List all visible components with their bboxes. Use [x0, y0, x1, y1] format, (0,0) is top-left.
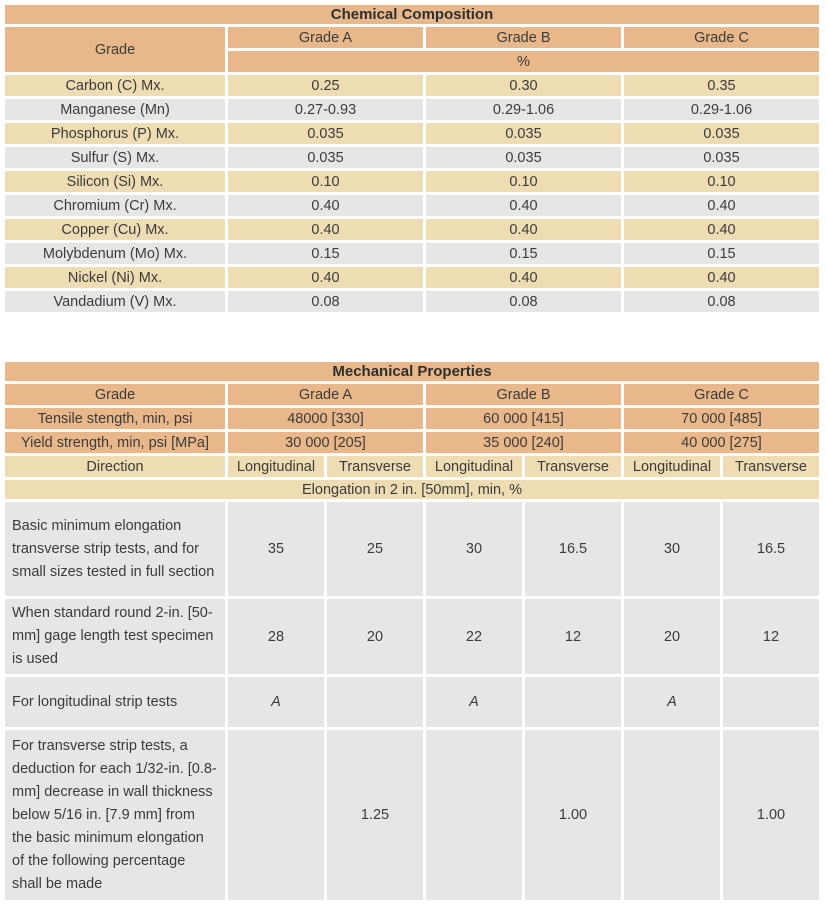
elongation-value-cell: 30: [426, 502, 522, 596]
direction-value-cell: Longitudinal: [228, 456, 324, 477]
elongation-value-cell: 35: [228, 502, 324, 596]
elongation-value-cell: [624, 730, 720, 900]
row-description-cell: When standard round 2-in. [50-mm] gage length test specimen is used: [5, 599, 225, 674]
elongation-value-cell: A: [228, 677, 324, 727]
element-value-cell: 0.10: [228, 171, 423, 192]
element-value-cell: 0.08: [228, 291, 423, 312]
yield-value-cell: 35 000 [240]: [426, 432, 621, 453]
element-value-cell: 0.08: [426, 291, 621, 312]
direction-value-cell: Transverse: [327, 456, 423, 477]
chemical-grade-header-row: [5, 27, 819, 48]
elongation-header-cell: Elongation in 2 in. [50mm], min, %: [5, 480, 819, 499]
percent-unit-cell: %: [228, 51, 819, 72]
yield-value-cell: 40 000 [275]: [624, 432, 819, 453]
tensile-value-cell: 48000 [330]: [228, 408, 423, 429]
element-value-cell: 0.40: [426, 195, 621, 216]
table-row-vandadium: [5, 291, 819, 312]
elongation-value-cell: 25: [327, 502, 423, 596]
elongation-value-cell: 12: [525, 599, 621, 674]
yield-strength-row: [5, 432, 819, 453]
mechanical-properties-table: [2, 359, 822, 903]
table-row-sulfur: [5, 147, 819, 168]
element-value-cell: 0.035: [624, 147, 819, 168]
element-name-cell: Phosphorus (P) Mx.: [5, 123, 225, 144]
element-value-cell: 0.15: [426, 243, 621, 264]
element-name-cell: Carbon (C) Mx.: [5, 75, 225, 96]
elongation-value-cell: 16.5: [723, 502, 819, 596]
element-name-cell: Manganese (Mn): [5, 99, 225, 120]
elongation-value-cell: 20: [327, 599, 423, 674]
row-description-cell: For transverse strip tests, a deduction for each 1/32-in. [0.8-mm] decrease in wall thickness below 5/16 in. [7.9 mm] from the basic minimum elongation of the following percentage shall be made: [5, 730, 225, 900]
table-row-nickel: [5, 267, 819, 288]
elongation-value-cell: [228, 730, 324, 900]
element-name-cell: Sulfur (S) Mx.: [5, 147, 225, 168]
mechanical-table-title: Mechanical Properties: [5, 362, 819, 381]
element-value-cell: 0.035: [426, 147, 621, 168]
elongation-value-cell: 1.00: [525, 730, 621, 900]
element-name-cell: Nickel (Ni) Mx.: [5, 267, 225, 288]
elongation-value-cell: [426, 730, 522, 900]
element-value-cell: 0.40: [624, 267, 819, 288]
element-value-cell: 0.035: [228, 147, 423, 168]
element-name-cell: Chromium (Cr) Mx.: [5, 195, 225, 216]
standard-round-gage-row: [5, 599, 819, 674]
element-value-cell: 0.035: [624, 123, 819, 144]
table-row-silicon: [5, 171, 819, 192]
grade-header-cell: Grade: [5, 27, 225, 72]
table-row-copper: [5, 219, 819, 240]
elongation-value-cell: 22: [426, 599, 522, 674]
tensile-value-cell: 70 000 [485]: [624, 408, 819, 429]
grade-c-column-header: Grade C: [624, 27, 819, 48]
direction-value-cell: Transverse: [723, 456, 819, 477]
elongation-value-cell: A: [624, 677, 720, 727]
chemical-table-title: Chemical Composition: [5, 5, 819, 24]
element-value-cell: 0.27-0.93: [228, 99, 423, 120]
tensile-strength-row: [5, 408, 819, 429]
element-value-cell: 0.035: [426, 123, 621, 144]
grade-a-column-header: Grade A: [228, 27, 423, 48]
elongation-value-cell: 16.5: [525, 502, 621, 596]
elongation-value-cell: A: [426, 677, 522, 727]
element-name-cell: Molybdenum (Mo) Mx.: [5, 243, 225, 264]
element-value-cell: 0.25: [228, 75, 423, 96]
basic-minimum-elongation-row: [5, 502, 819, 596]
elongation-value-cell: [525, 677, 621, 727]
element-value-cell: 0.40: [426, 219, 621, 240]
element-name-cell: Silicon (Si) Mx.: [5, 171, 225, 192]
tensile-label-cell: Tensile stength, min, psi: [5, 408, 225, 429]
element-value-cell: 0.08: [624, 291, 819, 312]
element-value-cell: 0.40: [228, 219, 423, 240]
direction-value-cell: Longitudinal: [624, 456, 720, 477]
transverse-strip-tests-row: [5, 730, 819, 900]
element-value-cell: 0.30: [426, 75, 621, 96]
elongation-value-cell: 30: [624, 502, 720, 596]
mechanical-grade-header-row: [5, 384, 819, 405]
element-value-cell: 0.15: [624, 243, 819, 264]
grade-header-cell: Grade: [5, 384, 225, 405]
elongation-value-cell: 1.25: [327, 730, 423, 900]
direction-value-cell: Transverse: [525, 456, 621, 477]
grade-c-column-header: Grade C: [624, 384, 819, 405]
element-value-cell: 0.40: [426, 267, 621, 288]
element-value-cell: 0.035: [228, 123, 423, 144]
mechanical-title-row: [5, 362, 819, 381]
element-value-cell: 0.40: [624, 195, 819, 216]
elongation-value-cell: 20: [624, 599, 720, 674]
longitudinal-strip-tests-row: [5, 677, 819, 727]
element-value-cell: 0.29-1.06: [624, 99, 819, 120]
grade-a-column-header: Grade A: [228, 384, 423, 405]
element-value-cell: 0.40: [228, 195, 423, 216]
table-row-phosphorus: [5, 123, 819, 144]
chemical-composition-table: [2, 2, 822, 315]
elongation-header-row: [5, 480, 819, 499]
element-value-cell: 0.15: [228, 243, 423, 264]
elongation-value-cell: [723, 677, 819, 727]
element-value-cell: 0.10: [624, 171, 819, 192]
yield-value-cell: 30 000 [205]: [228, 432, 423, 453]
row-description-cell: Basic minimum elongation transverse strip tests, and for small sizes tested in full section: [5, 502, 225, 596]
grade-b-column-header: Grade B: [426, 27, 621, 48]
direction-value-cell: Longitudinal: [426, 456, 522, 477]
elongation-value-cell: 28: [228, 599, 324, 674]
grade-b-column-header: Grade B: [426, 384, 621, 405]
element-value-cell: 0.40: [228, 267, 423, 288]
tensile-value-cell: 60 000 [415]: [426, 408, 621, 429]
yield-label-cell: Yield strength, min, psi [MPa]: [5, 432, 225, 453]
elongation-value-cell: 12: [723, 599, 819, 674]
direction-label-cell: Direction: [5, 456, 225, 477]
chemical-title-row: [5, 5, 819, 24]
table-row-manganese: [5, 99, 819, 120]
element-name-cell: Copper (Cu) Mx.: [5, 219, 225, 240]
direction-row: [5, 456, 819, 477]
table-row-chromium: [5, 195, 819, 216]
element-value-cell: 0.29-1.06: [426, 99, 621, 120]
table-row-molybdenum: [5, 243, 819, 264]
element-value-cell: 0.10: [426, 171, 621, 192]
element-value-cell: 0.35: [624, 75, 819, 96]
elongation-value-cell: 1.00: [723, 730, 819, 900]
table-row-carbon: [5, 75, 819, 96]
row-description-cell: For longitudinal strip tests: [5, 677, 225, 727]
elongation-value-cell: [327, 677, 423, 727]
element-value-cell: 0.40: [624, 219, 819, 240]
element-name-cell: Vandadium (V) Mx.: [5, 291, 225, 312]
